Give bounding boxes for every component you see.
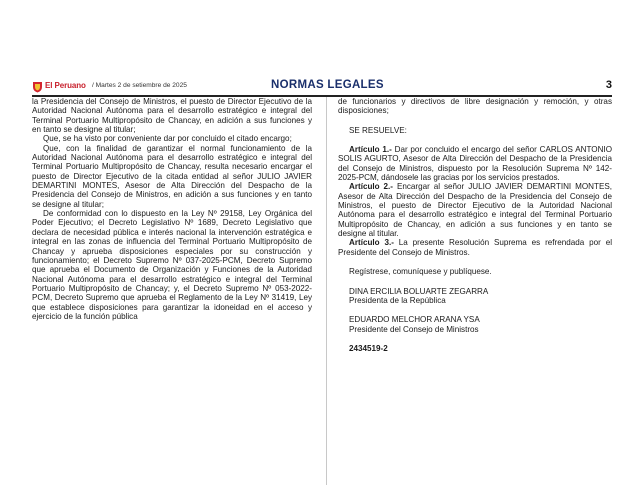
article-label: Artículo 1.- bbox=[349, 145, 392, 155]
paragraph: Que, se ha visto por conveniente dar por concluido el citado encargo; bbox=[43, 134, 292, 144]
article-2 bbox=[338, 182, 612, 238]
article-1 bbox=[338, 145, 612, 182]
article-label: Artículo 3.- bbox=[349, 238, 394, 248]
column-divider bbox=[326, 97, 327, 485]
signatory-name: DINA ERCILIA BOLUARTE ZEGARRA bbox=[349, 286, 489, 296]
document-code: 2434519-2 bbox=[349, 343, 388, 353]
closing-formula: Regístrese, comuníquese y publíquese. bbox=[349, 267, 492, 277]
paragraph: de funcionarios y directivos de libre designación y remoción, y otras disposiciones; bbox=[338, 97, 612, 116]
el-peruano-shield-icon bbox=[32, 80, 43, 92]
left-column bbox=[32, 97, 312, 321]
article-text: Encargar al señor JULIO JAVIER DEMARTINI MONTES, Asesor de Alta Dirección del Despacho de la Presidencia del Consejo de Ministros, el puesto de Director Ejecutivo de la Autoridad Nacional Autónoma para el desarrollo estratégico e integral del Terminal Portuario Multipropósito de Chancay, en adición a sus funciones y en tanto se designe al titular. bbox=[338, 182, 612, 239]
publication-date: / Martes 2 de setiembre de 2025 bbox=[92, 81, 187, 89]
article-text: La presente Resolución Suprema es refrendada por el Presidente del Consejo de Ministros. bbox=[338, 238, 612, 257]
brand-name: El Peruano bbox=[45, 81, 86, 90]
signatory-name: EDUARDO MELCHOR ARANA YSA bbox=[349, 315, 480, 325]
resolution-heading: SE RESUELVE: bbox=[349, 125, 407, 135]
paragraph: De conformidad con lo dispuesto en la Ley Nº 29158, Ley Orgánica del Poder Ejecutivo; el Decreto Legislativo Nº 1689, Decreto Legislativo que declara de necesidad pública e interés nacional la intervención estratégica e integral en las zonas de influencia del Terminal Portuario Multipropósito de Chancay y aprueba disposiciones especiales por su construcción y funcionamiento; el Decreto Supremo Nº 037-2025-PCM, Decreto Supremo que aprueba el Documento de Organización y Funciones de la Autoridad Nacional Autónoma para el desarrollo estratégico e integral del Terminal Portuario Multipropósito de Chancay; y, el Decreto Supremo Nº 053-2022-PCM, Decreto Supremo que aprueba el Reglamento de la Ley Nº 31419, Ley que establece disposiciones para garantizar la idoneidad en el acceso y ejercicio de la función pública bbox=[32, 209, 312, 321]
signatory-title: Presidente del Consejo de Ministros bbox=[349, 324, 479, 334]
section-title: NORMAS LEGALES bbox=[271, 79, 384, 91]
signatory-title: Presidenta de la República bbox=[349, 295, 446, 305]
paragraph: Que, con la finalidad de garantizar el normal funcionamiento de la Autoridad Nacional Autónoma para el desarrollo estratégico e integral del Terminal Portuario Multipropósito de Chancay, resulta necesario encargar el puesto de Director Ejecutivo de la citada entidad al señor JULIO JAVIER DEMARTINI MONTES, Asesor de Alta Dirección del Despacho de la Presidencia del Consejo de Ministros, en adición a sus funciones y en tanto se designe al titular; bbox=[32, 143, 312, 209]
page-number: 3 bbox=[605, 79, 612, 91]
right-column bbox=[338, 97, 612, 353]
paragraph: la Presidencia del Consejo de Ministros, el puesto de Director Ejecutivo de la Autoridad Nacional Autónoma para el desarrollo estratégico e integral del Terminal Portuario Multipropósito de Chancay, en adición a sus funciones y en tanto se designe al titular; bbox=[32, 97, 312, 135]
article-3 bbox=[338, 238, 612, 257]
article-text: Dar por concluido el encargo del señor CARLOS ANTONIO SOLIS AGURTO, Asesor de Alta Dirección del Despacho de la Presidencia del Consejo de Ministros, dispuesto por la Resolución Suprema Nº 142-2025-PCM, dándosele las gracias por los servicios prestados. bbox=[338, 145, 612, 183]
article-label: Artículo 2.- bbox=[349, 182, 393, 192]
page-header bbox=[32, 80, 612, 94]
